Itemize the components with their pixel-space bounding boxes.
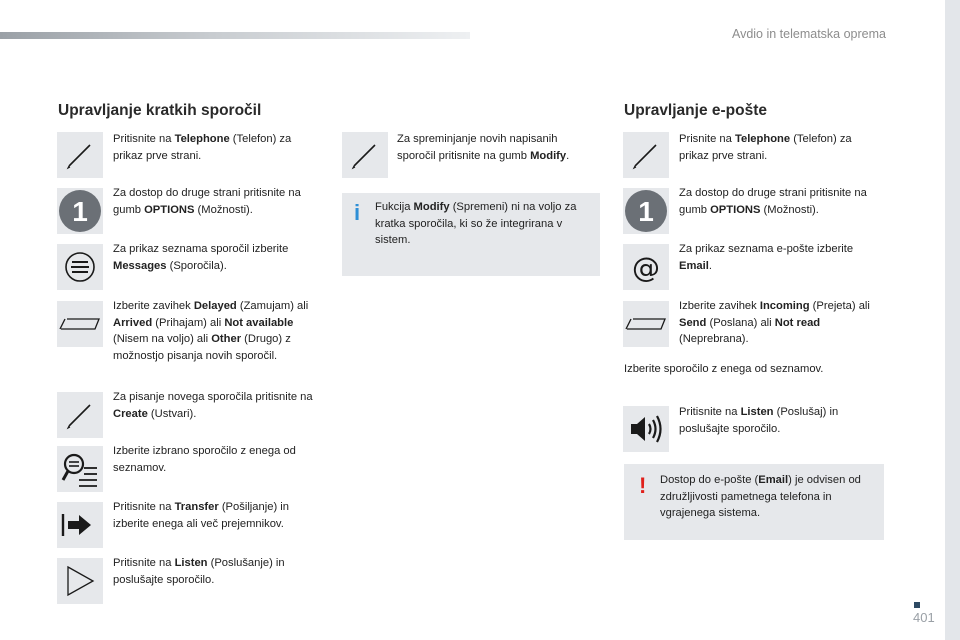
warning-icon: ! [639,473,647,498]
search-list-icon [57,446,103,492]
info-note [342,193,600,276]
speaker-icon [623,406,669,452]
email-listen-step: Pritisnite na Listen (Poslušaj) in poslušajte sporočilo. [679,406,839,435]
sms-step-3: Za prikaz seznama sporočil izberite Messages (Sporočila). [113,243,289,272]
section-title: Avdio in telematska oprema [731,27,886,41]
svg-text:@: @ [632,251,660,284]
email-step-1: Prisnite na Telephone (Telefon) za prikaz prve strani. [679,133,852,162]
svg-text:1: 1 [638,196,654,227]
at-sign-icon [623,244,669,290]
info-note-text: Fukcija Modify (Spremeni) ni na voljo za kratka sporočila, ki so že integrirana v sistem. [375,201,577,246]
tab-icon [623,301,669,347]
sms-step-6: Izberite izbrano sporočilo z enega od seznamov. [113,445,296,474]
sms-step-1: Pritisnite na Telephone (Telefon) za prikaz prve strani. [113,133,292,162]
warning-note-text: Dostop do e-pošte (Email) je odvisen od združljivosti pametnega telefona in vgrajenega sistema. [660,474,861,519]
pencil-icon [623,132,669,178]
email-select-text: Izberite sporočilo z enega od seznamov. [624,363,824,375]
list-menu-icon [57,244,103,290]
pencil-icon [57,132,103,178]
info-icon: i [354,200,361,225]
number-one-icon [623,188,669,234]
page-number: 401 [913,610,935,625]
sms-step-5: Za pisanje novega sporočila pritisnite na Create (Ustvari). [113,391,313,420]
arrow-right-icon [57,502,103,548]
sms-step-7: Pritisnite na Transfer (Pošiljanje) in izberite enega ali več prejemnikov. [113,501,289,530]
header-bar [0,32,470,39]
sms-modify-step: Za spreminjanje novih napisanih sporočil pritisnite na gumb Modify. [397,133,570,162]
tab-icon [57,301,103,347]
sms-section-title: Upravljanje kratkih sporočil [58,102,262,119]
number-one-icon [57,188,103,234]
sms-step-2: Za dostop do druge strani pritisnite na gumb OPTIONS (Možnosti). [113,187,301,216]
pencil-icon [57,392,103,438]
svg-text:1: 1 [72,196,88,227]
page-marker [914,602,920,608]
sms-step-8: Pritisnite na Listen (Poslušanje) in poslušajte sporočilo. [113,557,285,586]
sms-step-4: Izberite zavihek Delayed (Zamujam) ali Arrived (Prihajam) ali Not available (Nisem na voljo) ali Other (Drugo) z možnostjo pisanja novih sporočil. [113,300,309,362]
warning-note [624,464,884,540]
page-edge-strip [945,0,960,640]
email-step-2: Za dostop do druge strani pritisnite na gumb OPTIONS (Možnosti). [679,187,867,216]
email-step-4: Izberite zavihek Incoming (Prejeta) ali Send (Poslana) ali Not read (Neprebrana). [679,300,870,345]
play-icon [57,558,103,604]
email-step-3: Za prikaz seznama e-pošte izberite Email. [679,243,854,272]
email-section-title: Upravljanje e-pošte [624,102,767,119]
pencil-icon [342,132,388,178]
